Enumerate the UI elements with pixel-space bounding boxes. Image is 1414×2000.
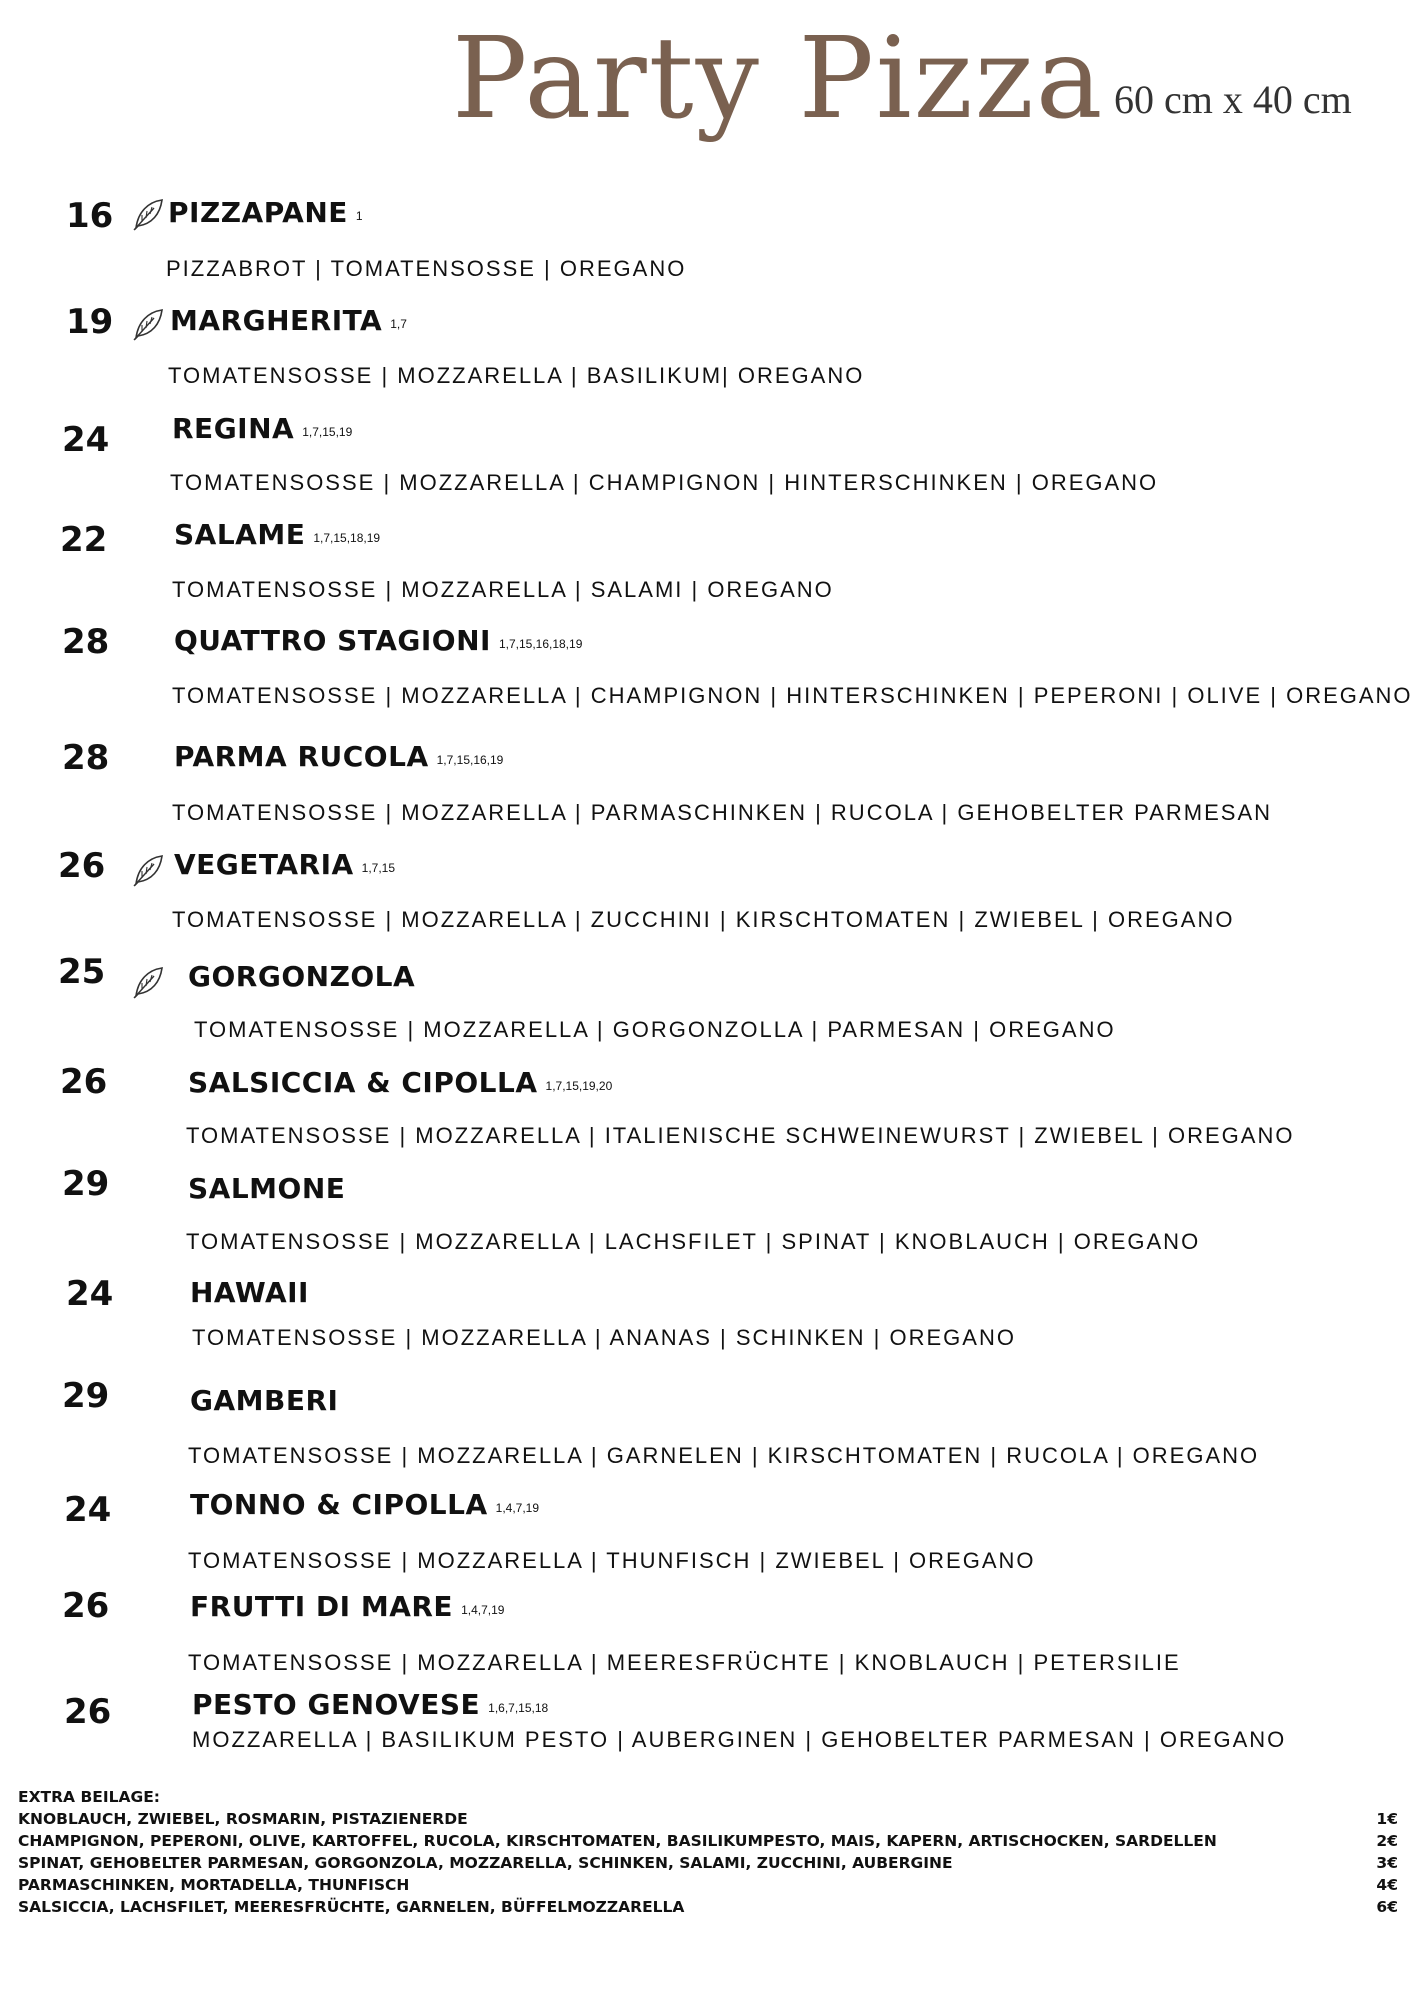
item-price: 29 xyxy=(62,1164,110,1204)
extras-price: 4€ xyxy=(1376,1876,1398,1894)
item-price: 24 xyxy=(64,1490,112,1530)
item-price: 29 xyxy=(62,1376,110,1416)
item-name-text: PESTO GENOVESE xyxy=(192,1688,481,1721)
item-description: TOMATENSOSSE | MOZZARELLA | CHAMPIGNON | HINTERSCHINKEN | PEPERONI | OLIVE | OREGANO xyxy=(172,683,1413,708)
extras-row xyxy=(18,1874,1398,1896)
item-description: TOMATENSOSSE | MOZZARELLA | LACHSFILET | SPINAT | KNOBLAUCH | OREGANO xyxy=(186,1229,1201,1254)
item-name-text: PIZZAPANE xyxy=(168,196,348,229)
item-name xyxy=(190,1276,309,1309)
item-name-text: HAWAII xyxy=(190,1276,309,1309)
item-name xyxy=(188,1066,612,1099)
item-description: PIZZABROT | TOMATENSOSSE | OREGANO xyxy=(166,256,687,281)
item-name xyxy=(188,1172,345,1205)
page-title: Party Pizza xyxy=(452,14,1105,144)
item-price: 26 xyxy=(58,846,106,886)
leaf-icon xyxy=(130,306,166,342)
item-name-text: GORGONZOLA xyxy=(188,960,416,993)
item-name xyxy=(192,1688,548,1721)
item-description: TOMATENSOSSE | MOZZARELLA | THUNFISCH | ZWIEBEL | OREGANO xyxy=(188,1548,1036,1573)
item-price: 24 xyxy=(66,1274,114,1314)
item-name-text: SALAME xyxy=(174,518,306,551)
item-price: 22 xyxy=(60,520,108,560)
item-name xyxy=(190,1488,539,1521)
item-name xyxy=(174,740,503,773)
item-allergens: 1 xyxy=(355,209,363,223)
item-price: 26 xyxy=(62,1586,110,1626)
extras-items: CHAMPIGNON, PEPERONI, OLIVE, KARTOFFEL, RUCOLA, KIRSCHTOMATEN, BASILIKUMPESTO, MAIS, KAPERN, ARTISCHOCKEN, SARDELLEN xyxy=(18,1832,1217,1850)
item-name-text: GAMBERI xyxy=(190,1384,339,1417)
item-price: 24 xyxy=(62,420,110,460)
extras-items: KNOBLAUCH, ZWIEBEL, ROSMARIN, PISTAZIENERDE xyxy=(18,1810,468,1828)
item-allergens: 1,4,7,19 xyxy=(461,1603,505,1617)
item-name-text: MARGHERITA xyxy=(170,304,383,337)
item-description: TOMATENSOSSE | MOZZARELLA | GORGONZOLLA | PARMESAN | OREGANO xyxy=(194,1017,1116,1042)
extras-price: 6€ xyxy=(1376,1898,1398,1916)
item-name xyxy=(188,960,415,993)
item-name xyxy=(174,624,582,657)
item-name xyxy=(190,1384,338,1417)
item-allergens: 1,6,7,15,18 xyxy=(488,1701,549,1715)
extras-price: 2€ xyxy=(1376,1832,1398,1850)
item-price: 16 xyxy=(66,196,114,236)
item-name xyxy=(168,196,363,229)
item-name-text: FRUTTI DI MARE xyxy=(190,1590,454,1623)
item-price: 28 xyxy=(62,738,110,778)
pizza-size: 60 cm x 40 cm xyxy=(1114,77,1352,122)
item-name xyxy=(174,848,395,881)
item-name xyxy=(170,304,407,337)
item-description: TOMATENSOSSE | MOZZARELLA | SALAMI | OREGANO xyxy=(172,577,834,602)
item-name-text: TONNO & CIPOLLA xyxy=(190,1488,488,1521)
item-allergens: 1,7,15,18,19 xyxy=(313,531,381,545)
item-allergens: 1,7 xyxy=(390,317,407,331)
extras-row xyxy=(18,1830,1398,1852)
item-price: 26 xyxy=(60,1062,108,1102)
extras-row xyxy=(18,1852,1398,1874)
item-description: MOZZARELLA | BASILIKUM PESTO | AUBERGINEN | GEHOBELTER PARMESAN | OREGANO xyxy=(192,1727,1287,1752)
item-price: 28 xyxy=(62,622,110,662)
item-description: TOMATENSOSSE | MOZZARELLA | PARMASCHINKEN | RUCOLA | GEHOBELTER PARMESAN xyxy=(172,800,1273,825)
item-name xyxy=(190,1590,504,1623)
leaf-icon xyxy=(130,196,166,232)
item-name xyxy=(172,412,352,445)
item-description: TOMATENSOSSE | MOZZARELLA | BASILIKUM| OREGANO xyxy=(168,363,865,388)
extras-price: 3€ xyxy=(1376,1854,1398,1872)
item-description: TOMATENSOSSE | MOZZARELLA | CHAMPIGNON | HINTERSCHINKEN | OREGANO xyxy=(170,470,1159,495)
item-name-text: REGINA xyxy=(172,412,295,445)
item-name xyxy=(174,518,380,551)
item-name-text: QUATTRO STAGIONI xyxy=(174,624,491,657)
leaf-icon xyxy=(130,964,166,1000)
item-allergens: 1,4,7,19 xyxy=(495,1501,540,1515)
item-description: TOMATENSOSSE | MOZZARELLA | GARNELEN | KIRSCHTOMATEN | RUCOLA | OREGANO xyxy=(188,1443,1260,1468)
extras-heading: EXTRA BEILAGE: xyxy=(18,1788,160,1806)
item-price: 25 xyxy=(58,952,106,992)
item-allergens: 1,7,15,19,20 xyxy=(545,1079,613,1093)
item-name-text: SALSICCIA & CIPOLLA xyxy=(188,1066,538,1099)
item-description: TOMATENSOSSE | MOZZARELLA | ANANAS | SCHINKEN | OREGANO xyxy=(192,1325,1016,1350)
extras-items: SPINAT, GEHOBELTER PARMESAN, GORGONZOLA, MOZZARELLA, SCHINKEN, SALAMI, ZUCCHINI, AUBERGINE xyxy=(18,1854,953,1872)
leaf-icon xyxy=(130,852,166,888)
extras-price: 1€ xyxy=(1376,1810,1398,1828)
item-allergens: 1,7,15,16,19 xyxy=(436,753,504,767)
extras-items: PARMASCHINKEN, MORTADELLA, THUNFISCH xyxy=(18,1876,410,1894)
item-description: TOMATENSOSSE | MOZZARELLA | MEERESFRÜCHTE | KNOBLAUCH | PETERSILIE xyxy=(188,1650,1181,1675)
item-description: TOMATENSOSSE | MOZZARELLA | ZUCCHINI | KIRSCHTOMATEN | ZWIEBEL | OREGANO xyxy=(172,907,1235,932)
item-allergens: 1,7,15,16,18,19 xyxy=(498,637,583,651)
item-price: 26 xyxy=(64,1692,112,1732)
item-allergens: 1,7,15 xyxy=(361,861,396,875)
extras-items: SALSICCIA, LACHSFILET, MEERESFRÜCHTE, GARNELEN, BÜFFELMOZZARELLA xyxy=(18,1898,685,1916)
item-description: TOMATENSOSSE | MOZZARELLA | ITALIENISCHE SCHWEINEWURST | ZWIEBEL | OREGANO xyxy=(186,1123,1295,1148)
item-name-text: SALMONE xyxy=(188,1172,346,1205)
item-name-text: PARMA RUCOLA xyxy=(174,740,429,773)
extra-toppings xyxy=(18,1786,1398,1918)
extras-row xyxy=(18,1896,1398,1918)
item-price: 19 xyxy=(66,302,114,342)
extras-row xyxy=(18,1808,1398,1830)
item-name-text: VEGETARIA xyxy=(174,848,354,881)
item-allergens: 1,7,15,19 xyxy=(302,425,353,439)
